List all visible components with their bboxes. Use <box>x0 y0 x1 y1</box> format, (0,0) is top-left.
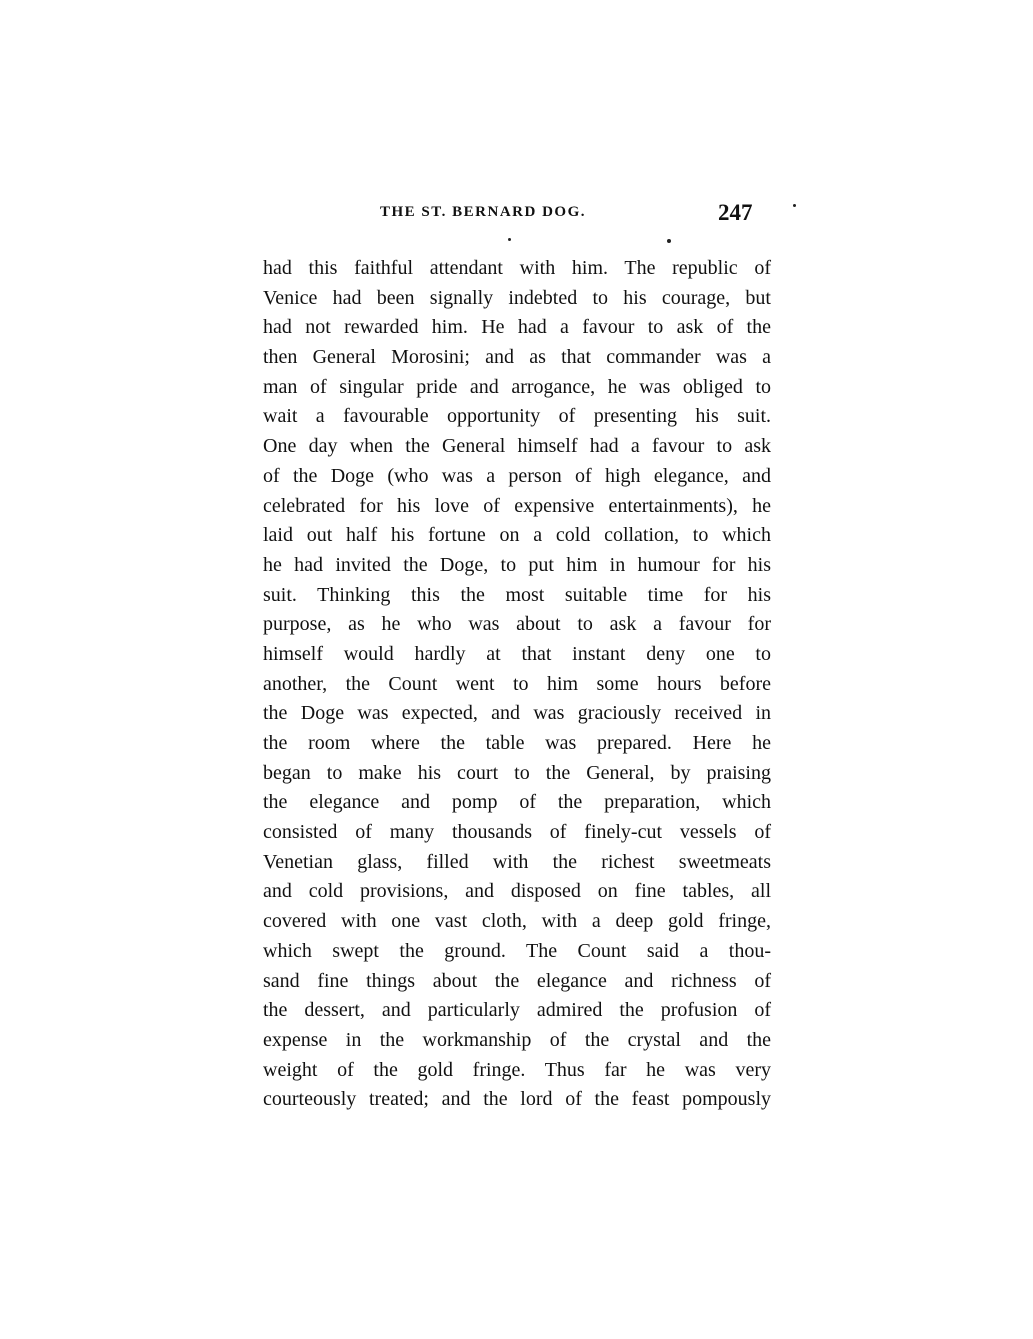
text-line: had this faithful attendant with him. The republic of <box>263 257 771 279</box>
text-line: the room where the table was prepared. Here he <box>263 732 771 754</box>
text-line: purpose, as he who was about to ask a favour for <box>263 613 771 636</box>
text-line: he had invited the Doge, to put him in humour for his <box>263 553 771 576</box>
text-line: suit. Thinking this the most suitable time for his <box>263 583 771 606</box>
text-line: weight of the gold fringe. Thus far he was very <box>263 1058 771 1081</box>
text-line: then General Morosini; and as that commander was a <box>263 346 771 369</box>
text-line: had not rewarded him. He had a favour to ask of the <box>263 316 771 339</box>
text-line: laid out half his fortune on a cold collation, to which <box>263 524 771 547</box>
text-line: One day when the General himself had a favour to ask <box>263 435 771 458</box>
text-line: covered with one vast cloth, with a deep gold fringe, <box>263 910 771 933</box>
text-line: Venetian glass, filled with the richest sweetmeats <box>263 850 771 873</box>
text-line: courteously treated; and the lord of the feast pompously <box>263 1088 771 1111</box>
text-line: expense in the workmanship of the crystal and the <box>263 1028 771 1051</box>
page-number: 247 <box>718 200 753 225</box>
text-line: Venice had been signally indebted to his courage, but <box>263 286 771 309</box>
body-text <box>263 254 771 1115</box>
text-line: man of singular pride and arrogance, he was obliged to <box>263 375 771 398</box>
text-line: sand fine things about the elegance and richness of <box>263 969 771 992</box>
print-speck <box>667 239 671 243</box>
running-title: THE ST. BERNARD DOG. <box>380 204 587 220</box>
print-speck <box>508 238 511 241</box>
text-line: celebrated for his love of expensive entertainments), he <box>263 494 771 517</box>
text-line: the dessert, and particularly admired the profusion of <box>263 999 771 1022</box>
text-line: consisted of many thousands of finely-cut vessels of <box>263 821 771 844</box>
text-line: which swept the ground. The Count said a thou- <box>263 939 771 962</box>
text-line: another, the Count went to him some hours before <box>263 672 771 695</box>
print-speck <box>793 204 796 207</box>
text-line: himself would hardly at that instant deny one to <box>263 642 771 665</box>
text-line: the elegance and pomp of the preparation, which <box>263 791 771 814</box>
text-line: wait a favourable opportunity of presenting his suit. <box>263 405 771 428</box>
text-line: and cold provisions, and disposed on fine tables, all <box>263 880 771 903</box>
text-line: the Doge was expected, and was graciously received in <box>263 702 771 725</box>
text-line: of the Doge (who was a person of high elegance, and <box>263 464 771 487</box>
text-line: began to make his court to the General, by praising <box>263 761 771 784</box>
